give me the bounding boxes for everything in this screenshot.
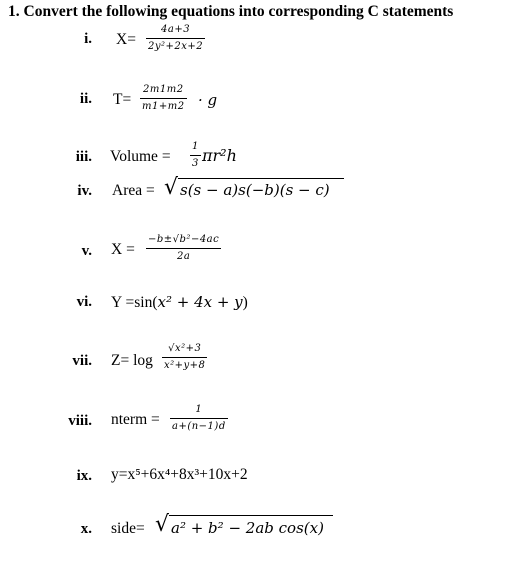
item-number: ii. (79, 91, 92, 107)
equation-lhs: Volume = (110, 148, 171, 165)
fraction-bar (146, 248, 221, 249)
question-title: 1. Convert the following equations into corresponding C statements (8, 3, 454, 20)
fraction (162, 343, 207, 372)
fraction-denominator: x²+y+8 (164, 360, 206, 371)
item-number: iii. (75, 149, 92, 165)
item-number: v. (81, 243, 92, 259)
fraction (190, 141, 201, 170)
radical-icon: √ (164, 175, 179, 200)
equation-lhs: X= (116, 31, 136, 48)
fraction-numerator: 1 (195, 404, 203, 415)
fraction-numerator: 4a+3 (161, 24, 191, 35)
item-number: i. (84, 31, 92, 47)
fraction-bar (170, 418, 228, 419)
fraction (140, 84, 187, 113)
fraction-denominator: a+(n−1)d (172, 421, 226, 432)
fraction-bar (190, 155, 201, 156)
item-number: vii. (72, 353, 92, 369)
fraction (170, 404, 228, 433)
fraction-denominator: 2a (176, 251, 191, 262)
radical-bar (178, 178, 344, 179)
fraction-denominator: 2y²+2x+2 (148, 41, 204, 52)
fraction-bar (146, 38, 205, 39)
equation-lhs: Area = (112, 182, 155, 199)
fraction-bar (162, 357, 207, 358)
fraction-denominator: m1+m2 (142, 101, 185, 112)
equation-lhs: side= (111, 520, 145, 537)
equation-lhs: Z= log (111, 352, 153, 369)
fraction-numerator: 2m1m2 (143, 84, 184, 95)
item-number: x. (80, 521, 92, 537)
equation-lhs: X = (111, 241, 135, 258)
fraction-bar (140, 98, 187, 99)
equation-tail: · g (198, 91, 218, 109)
expression: y=x⁵+6x⁴+8x³+10x+2 (111, 466, 248, 483)
fraction-numerator: 1 (192, 141, 199, 152)
item-number: vi. (76, 294, 92, 310)
radical-icon: √ (155, 512, 170, 537)
equation-lhs: Y =sin(x² + 4x + y) (111, 293, 248, 311)
item-number: iv. (77, 183, 92, 199)
fraction-numerator: √x²+3 (168, 343, 202, 354)
equation-lhs: nterm = (111, 411, 160, 428)
equation-lhs: T= (113, 91, 132, 108)
item-number: ix. (76, 468, 92, 484)
fraction (146, 234, 221, 263)
radicand: s(s − a)s(−b)(s − c) (180, 181, 330, 199)
fraction (146, 24, 205, 53)
radical-bar (169, 515, 333, 516)
radicand: a² + b² − 2ab cos(x) (171, 519, 324, 537)
fraction-denominator: 3 (192, 158, 199, 169)
equation-tail: πr²h (202, 146, 237, 165)
expression: x² + 4x + y (157, 293, 243, 311)
fraction-numerator: −b±√b²−4ac (148, 234, 220, 245)
item-number: viii. (68, 413, 92, 429)
